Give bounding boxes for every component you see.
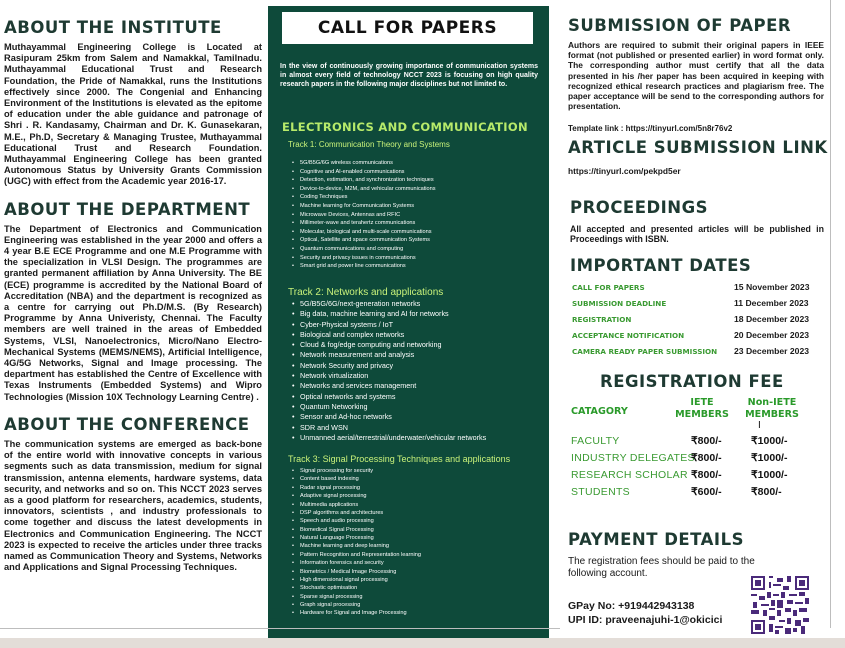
- list-item: • Multimedia applications: [292, 501, 421, 509]
- about-institute-heading: ABOUT THE INSTITUTE: [4, 18, 222, 37]
- fee-category: FACULTY: [571, 435, 620, 447]
- list-item: • Big data, machine learning and AI for networks: [292, 309, 486, 319]
- date-label: CAMERA READY PAPER SUBMISSION: [572, 347, 718, 356]
- qr-code-icon: [751, 576, 809, 634]
- track-2-title: Track 2: Networks and applications: [288, 287, 444, 298]
- template-link[interactable]: Template link : https://tinyurl.com/5n8r76v2: [568, 124, 733, 133]
- list-item: • Stochastic optimisation: [292, 584, 421, 592]
- fee-iete-header: IETE MEMBERS: [675, 397, 729, 420]
- important-dates-heading: IMPORTANT DATES: [570, 256, 752, 275]
- fee-non-iete: ₹1000/-: [751, 435, 788, 447]
- date-value: 18 December 2023: [734, 314, 810, 324]
- fee-category: INDUSTRY DELEGATES: [571, 452, 695, 464]
- list-item: • Content based indexing: [292, 475, 421, 483]
- article-submission-url[interactable]: https://tinyurl.com/pekpd5er: [568, 166, 681, 176]
- fee-row: [571, 435, 821, 449]
- submission-text: Authors are required to submit their original papers in IEEE format (not published or presented earlier) in word format only. The corresponding author must certify that all the data presented in his /her paper has been acquired in keeping with recognized ethical research practices and plagiarism free. The paper acceptance will be send to the corresponding authors for presentation.: [568, 40, 824, 112]
- submission-heading: SUBMISSION OF PAPER: [568, 16, 792, 35]
- fee-non-iete-header: Non-IETE MEMBERS: [745, 397, 799, 420]
- about-conference-heading: ABOUT THE CONFERENCE: [4, 414, 250, 434]
- article-link-heading: ARTICLE SUBMISSION LINK: [568, 138, 828, 157]
- date-value: 15 November 2023: [734, 282, 810, 292]
- list-item: • Network virtualization: [292, 371, 486, 381]
- date-label: SUBMISSION DEADLINE: [572, 299, 667, 308]
- date-value: 23 December 2023: [734, 346, 810, 356]
- list-item: • Cyber-Physical systems / IoT: [292, 320, 486, 330]
- list-item: • Natural Language Processing: [292, 534, 421, 542]
- date-row: [572, 282, 824, 292]
- page-border-right: [830, 0, 831, 628]
- list-item: • SDR and WSN: [292, 423, 486, 433]
- list-item: • Biometrics / Medical Image Processing: [292, 568, 421, 576]
- list-item: • Information forensics and security: [292, 559, 421, 567]
- fee-non-iete: ₹1000/-: [751, 469, 788, 481]
- about-department-section: [4, 200, 262, 403]
- fee-category: RESEARCH SCHOLAR: [571, 469, 688, 481]
- fee-non-iete: ₹1000/-: [751, 452, 788, 464]
- list-item: • Machine learning and deep learning: [292, 542, 421, 550]
- proceedings-heading: PROCEEDINGS: [570, 198, 709, 217]
- list-item: • Graph signal processing: [292, 601, 421, 609]
- fee-category: STUDENTS: [571, 486, 630, 498]
- list-item: • Sparse signal processing: [292, 593, 421, 601]
- list-item: • High dimensional signal processing: [292, 576, 421, 584]
- fee-iete: ₹800/-: [691, 435, 722, 447]
- list-item: • Network measurement and analysis: [292, 350, 486, 360]
- list-item: • Quantum Networking: [292, 402, 486, 412]
- date-row: [572, 314, 824, 324]
- list-item: • Hardware for Signal and Image Processing: [292, 609, 421, 617]
- list-item: • Optical, Satellite and space communication Systems: [292, 236, 436, 245]
- list-item: • Radar signal processing: [292, 484, 421, 492]
- date-label: ACCEPTANCE NOTIFICATION: [572, 331, 685, 340]
- track-1-list: [292, 159, 436, 271]
- ec-section-title: ELECTRONICS AND COMMUNICATION: [282, 120, 528, 134]
- about-department-heading: ABOUT THE DEPARTMENT: [4, 199, 251, 219]
- list-item: • Cognitive and AI-enabled communications: [292, 168, 436, 177]
- upi-id: UPI ID: praveenajuhi-1@okicici: [568, 614, 723, 626]
- track-2-list: [292, 299, 486, 443]
- date-label: CALL FOR PAPERS: [572, 283, 645, 292]
- list-item: • Quantum communications and computing: [292, 245, 436, 254]
- call-for-papers-heading: CALL FOR PAPERS: [282, 12, 533, 44]
- list-item: • Coding Techniques: [292, 193, 436, 202]
- list-item: • Speech and audio processing: [292, 517, 421, 525]
- list-item: • 5G/B5G/6G wireless communications: [292, 159, 436, 168]
- list-item: • Millimeter-wave and terahertz communications: [292, 219, 436, 228]
- call-for-papers-intro: In the view of continuously growing importance of communication systems in almost every field of technology NCCT 2023 is focusing on high quality research papers in the following major disciplines but not limited to.: [280, 63, 538, 89]
- fee-row: [571, 469, 821, 483]
- list-item: • Device-to-device, M2M, and vehicular communications: [292, 185, 436, 194]
- list-item: • Biomedical Signal Processing: [292, 526, 421, 534]
- payment-text: The registration fees should be paid to the following account.: [568, 556, 755, 579]
- list-item: • Network Security and privacy: [292, 361, 486, 371]
- fee-iete: ₹600/-: [691, 486, 722, 498]
- date-row: [572, 346, 824, 356]
- about-institute-text: Muthayammal Engineering College is Located at Rasipuram 25km from Salem and Namakkal, Tamilnadu. Muthayammal Educational Trust and Research Foundation, the Pride of Namakkal, runs the Institutions effectively since 2000. The Congenial and Enhancing Environment of the Institutions is elevated as the epitome of education under the able guidance and patronage of Shri . R. Kandasamy, Chairman and Dr. K. Gunasekaran, M.E., Ph.D, Secretary & Managing Trustee, Muthayammal Educational Trust and Research Foundation. Muthayammal Engineering College has been granted Autonomous Status by University Grants Commission (UGC) with effect from the Academic year 2016-17.: [4, 42, 262, 187]
- proceedings-text: All accepted and presented articles will be published in Proceedings with ISBN.: [570, 224, 824, 245]
- left-column: [4, 18, 262, 583]
- call-for-papers-panel: [268, 6, 549, 644]
- page-border-bottom: [0, 628, 560, 629]
- list-item: • Smart grid and power line communications: [292, 262, 436, 271]
- list-item: • Adaptive signal processing: [292, 492, 421, 500]
- text-cursor-icon: I: [758, 420, 761, 431]
- fee-row: [571, 452, 821, 466]
- list-item: • 5G/B5G/6G/next-generation networks: [292, 299, 486, 309]
- list-item: • Machine learning for Communication Systems: [292, 202, 436, 211]
- list-item: • Networks and services management: [292, 381, 486, 391]
- list-item: • Security and privacy issues in communications: [292, 254, 436, 263]
- date-value: 11 December 2023: [734, 298, 809, 308]
- list-item: • Signal processing for security: [292, 467, 421, 475]
- about-conference-text: The communication systems are emerged as back-bone of the entire world with innovative concepts in various segments such as data transmission, medium for signal transmission, antenna elements, hardware systems, data security, and networks and so on. This NCCT 2023 serves as a good platform for researchers, academics, students, innovators, scientists , and industry professionals to come together and discuss the latest developments in Electronics and Communication Engineering. The NCCT 2023 is expected to receive the articles under three tracks named as Communication Theory and Systems, Networks and Applications and Signal Processing Techniques.: [4, 438, 262, 573]
- list-item: • Detection, estimation, and synchronization techniques: [292, 176, 436, 185]
- track-3-title: Track 3: Signal Processing Techniques and applications: [288, 454, 511, 464]
- list-item: • Pattern Recognition and Representation learning: [292, 551, 421, 559]
- date-row: [572, 298, 824, 308]
- date-row: [572, 330, 824, 340]
- list-item: • Microwave Devices, Antennas and RFIC: [292, 211, 436, 220]
- fee-iete: ₹800/-: [691, 469, 722, 481]
- date-label: REGISTRATION: [572, 315, 632, 324]
- gpay-number: GPay No: +919442943138: [568, 600, 695, 612]
- registration-fee-heading: REGISTRATION FEE: [600, 372, 784, 391]
- list-item: • Cloud & fog/edge computing and networking: [292, 340, 486, 350]
- list-item: • Molecular, biological and multi-scale communications: [292, 228, 436, 237]
- payment-heading: PAYMENT DETAILS: [568, 530, 744, 549]
- page-bottom-strip: [0, 638, 845, 648]
- list-item: • Sensor and Ad-hoc networks: [292, 412, 486, 422]
- fee-row: [571, 486, 821, 500]
- fee-non-iete: ₹800/-: [751, 486, 782, 498]
- list-item: • Biological and complex networks: [292, 330, 486, 340]
- date-value: 20 December 2023: [734, 330, 810, 340]
- track-1-title: Track 1: Communication Theory and Systems: [288, 140, 450, 149]
- about-institute-section: [4, 18, 262, 188]
- about-conference-section: [4, 415, 262, 573]
- list-item: • Optical networks and systems: [292, 392, 486, 402]
- about-department-text: The Department of Electronics and Communication Engineering was established in the year 2000 and offers a 4 year B.E ECE Programme and one M.E Programme with the specialization in VLSI Design. The programmes are granted permanent affiliation by Anna University. The BE (ECE) programme is accredited by the National Board of Accreditation (NBA) and the department is recognized as a centre for carrying out Ph.D/M.S. (By Research) Programme by Anna Univeristy, Chennai. The Faculty members are well trained in the areas of Embedded Systems, VLSI, Nanoelectronics, Micro/Nano Electro-Mechanical Systems (MEMS/NEMS), Artificial Intelligence, 4G/5G Networks, Signal and Image processing. The department has established the Centre of Excellence with Texas Instruments (Embedded Systems) and Wipro Technologies (Mission 10X Technology Learning Centre) .: [4, 223, 262, 402]
- fee-category-header: CATAGORY: [571, 406, 628, 417]
- fee-iete: ₹800/-: [691, 452, 722, 464]
- list-item: • Unmanned aerial/terrestrial/underwater/vehicular networks: [292, 433, 486, 443]
- track-3-list: [292, 467, 421, 618]
- list-item: • DSP algorithms and architectures: [292, 509, 421, 517]
